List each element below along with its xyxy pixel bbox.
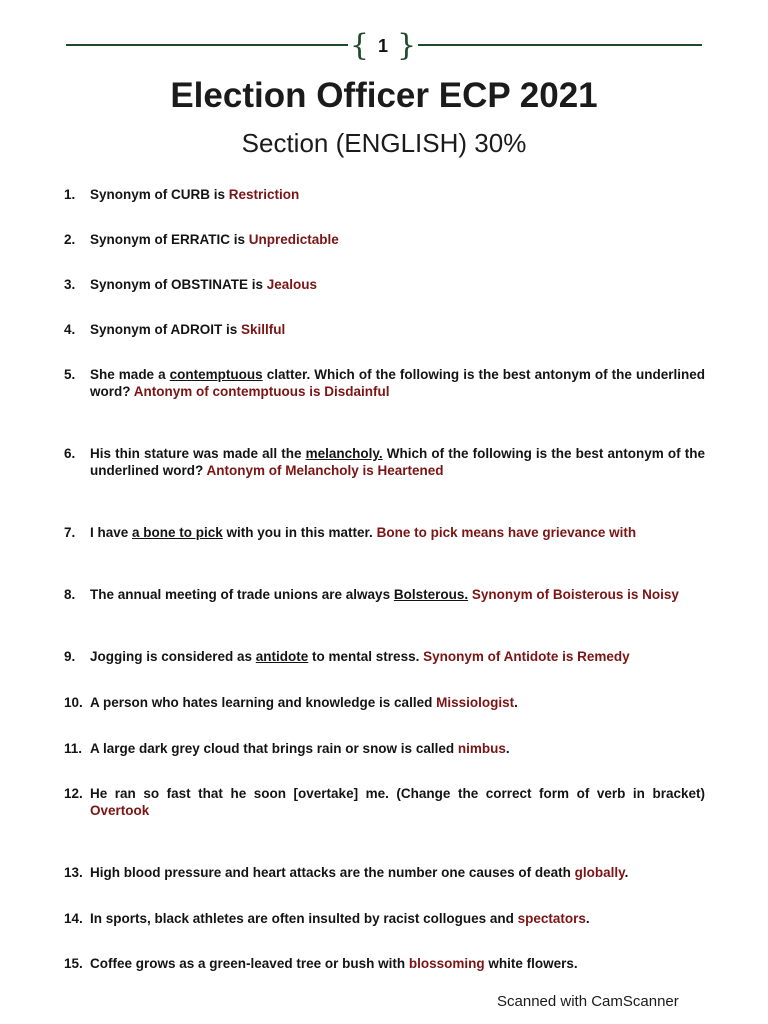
question-number: 2. [64,232,76,247]
question-item [64,785,705,819]
question-text-end: . [624,865,629,880]
question-text: Synonym of ADROIT is [90,322,242,337]
question-text: The annual meeting of trade unions are always [90,587,394,602]
page-subtitle: Section (ENGLISH) 30% [241,128,527,158]
question-number: 5. [64,367,76,382]
underlined-word: a bone to pick [132,525,223,540]
question-text-continued: clatter. Which of the following is the best antonym of the underlined word? [90,367,705,399]
answer-text: spectators [517,911,586,926]
answer-text: nimbus [457,741,506,756]
answer-text: Unpredictable [248,232,339,247]
answer-text: Jealous [266,277,318,292]
left-brace-icon: { [349,28,369,63]
question-text: Synonym of CURB is [90,187,229,202]
answer-text: Bone to pick means have grievance with [376,525,637,540]
question-number: 9. [64,649,76,664]
question-item [64,955,705,972]
question-item [64,321,705,338]
question-number: 11. [64,741,83,756]
answer-text: Skillful [241,322,286,337]
question-text: Synonym of ERRATIC is [90,232,249,247]
answer-text: Synonym of Antidote is Remedy [423,649,630,664]
answer-text: Restriction [228,187,300,202]
underlined-word: contemptuous [169,367,263,382]
question-text-end: . [585,911,590,926]
question-item [64,910,705,927]
underlined-word: Bolsterous. [393,587,469,602]
question-item [64,231,705,248]
question-text: He ran so fast that he soon [overtake] me. (Change the correct form of verb in bracket) [90,786,705,801]
question-item [64,694,705,711]
question-text: I have [90,525,133,540]
question-number: 15. [64,956,83,971]
question-item [64,648,705,665]
answer-text: Missiologist [436,695,515,710]
right-brace-icon: } [397,28,417,63]
question-text: She made a [90,367,170,382]
header-rule [66,30,702,66]
question-item [64,366,705,400]
question-number: 8. [64,587,76,602]
question-item [64,276,705,293]
question-item [64,740,705,757]
rule-line-right [418,44,702,46]
question-number: 7. [64,525,76,540]
question-number: 1. [64,187,76,202]
question-text-continued: Which of the following is the best antonym of the underlined word? [90,446,706,478]
question-text: High blood pressure and heart attacks are the number one causes of death [90,865,575,880]
rule-line-left [66,44,348,46]
question-text: Coffee grows as a green-leaved tree or bush with [90,956,409,971]
question-text: Synonym of OBSTINATE is [90,277,267,292]
question-number: 4. [64,322,76,337]
question-text: In sports, black athletes are often insulted by racist collogues and [90,911,518,926]
scanner-watermark: Scanned with CamScanner [497,993,679,1010]
question-list [64,186,705,972]
underlined-word: melancholy. [305,446,383,461]
question-text: A large dark grey cloud that brings rain or snow is called [90,741,458,756]
page-title: Election Officer ECP 2021 [170,76,598,115]
question-number: 10. [64,695,83,710]
question-text-end: white flowers. [484,956,578,971]
answer-text: globally [574,865,625,880]
question-number: 12. [64,786,83,801]
question-text-continued: to mental stress. [308,649,424,664]
question-number: 3. [64,277,76,292]
answer-text: Synonym of Boisterous is Noisy [471,587,679,602]
question-item [64,864,705,881]
page-number-box [349,28,417,63]
question-text-end: . [505,741,510,756]
answer-text: Antonym of contemptuous is Disdainful [133,384,390,399]
question-number: 6. [64,446,76,461]
question-text: Jogging is considered as [90,649,256,664]
answer-text: Overtook [90,803,150,818]
underlined-word: antidote [255,649,309,664]
question-item [64,445,705,479]
question-text: His thin stature was made all the [90,446,306,461]
question-item [64,186,705,203]
question-text: A person who hates learning and knowledge is called [90,695,437,710]
question-number: 13. [64,865,83,880]
question-item [64,586,705,603]
question-item [64,524,705,541]
answer-text: Antonym of Melancholy is Heartened [206,463,444,478]
question-text-continued: with you in this matter. [222,525,377,540]
page-number: 1 [378,35,389,56]
question-text-end: . [514,695,518,710]
answer-text: blossoming [408,956,485,971]
question-number: 14. [64,911,83,926]
